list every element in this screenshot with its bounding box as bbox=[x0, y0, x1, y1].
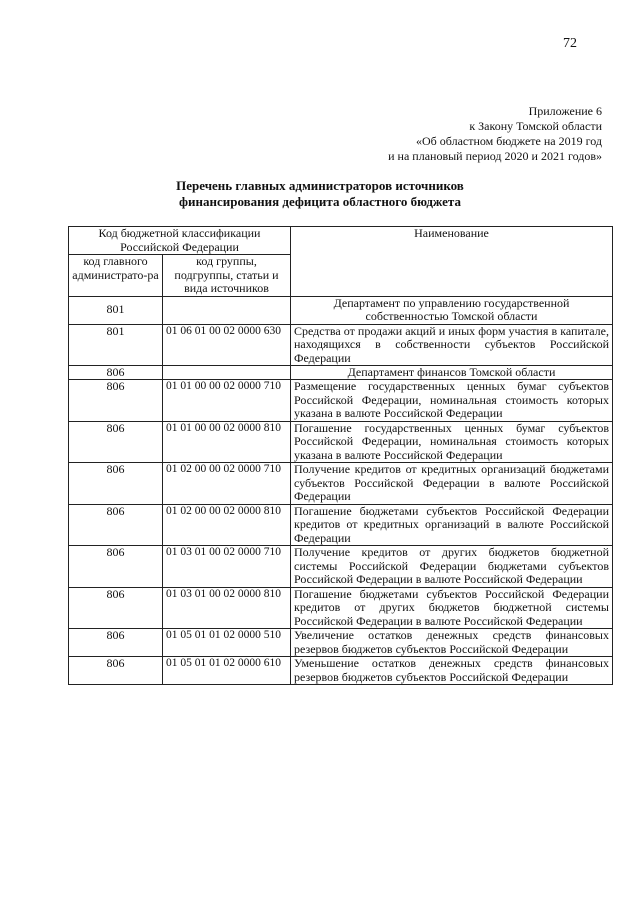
table-row-department bbox=[69, 366, 613, 380]
appendix-line: и на плановый период 2020 и 2021 годов» bbox=[388, 149, 602, 163]
admin-code-cell: 806 bbox=[69, 546, 163, 588]
department-name-cell: Департамент по управлению государственной собственностью Томской области bbox=[291, 296, 613, 324]
table-row-department bbox=[69, 296, 613, 324]
admin-code-cell: 806 bbox=[69, 421, 163, 463]
source-code-cell: 01 02 00 00 02 0000 710 bbox=[163, 463, 291, 505]
table-row bbox=[69, 463, 613, 505]
table-row bbox=[69, 629, 613, 657]
source-code-cell: 01 03 01 00 02 0000 710 bbox=[163, 546, 291, 588]
admin-code-cell: 806 bbox=[69, 657, 163, 685]
source-name-cell: Погашение бюджетами субъектов Российской Федерации кредитов от кредитных организаций в валюте Российской Федерации bbox=[291, 504, 613, 546]
appendix-line: «Об областном бюджете на 2019 год bbox=[416, 134, 602, 148]
table-row bbox=[69, 324, 613, 366]
admin-code-cell: 801 bbox=[69, 324, 163, 366]
admin-code-cell: 806 bbox=[69, 629, 163, 657]
source-code-cell: 01 06 01 00 02 0000 630 bbox=[163, 324, 291, 366]
department-name-cell: Департамент финансов Томской области bbox=[291, 366, 613, 380]
table-row bbox=[69, 546, 613, 588]
header-source-code: код группы, подгруппы, статьи и вида источников bbox=[163, 255, 291, 297]
appendix-line: к Закону Томской области bbox=[469, 119, 602, 133]
admin-code-cell: 806 bbox=[69, 587, 163, 629]
source-code-cell: 01 01 00 00 02 0000 710 bbox=[163, 380, 291, 422]
source-name-cell: Погашение бюджетами субъектов Российской Федерации кредитов от других бюджетов бюджетной системы Российской Федерации в валюте Российской Федерации bbox=[291, 587, 613, 629]
administrators-table bbox=[68, 226, 613, 685]
title-line-2: финансирования дефицита областного бюджета bbox=[179, 194, 461, 209]
header-classification-code: Код бюджетной классификации Российской Федерации bbox=[69, 227, 291, 255]
table-row bbox=[69, 657, 613, 685]
table-row bbox=[69, 421, 613, 463]
table-row bbox=[69, 380, 613, 422]
source-code-cell: 01 03 01 00 02 0000 810 bbox=[163, 587, 291, 629]
admin-code-cell: 806 bbox=[69, 380, 163, 422]
source-name-cell: Получение кредитов от других бюджетов бюджетной системы Российской Федерации бюджетами субъектов Российской Федерации в валюте Российской Федерации bbox=[291, 546, 613, 588]
appendix-reference bbox=[388, 104, 602, 164]
title-line-1: Перечень главных администраторов источников bbox=[176, 178, 464, 193]
source-name-cell: Средства от продажи акций и иных форм участия в капитале, находящихся в собственности субъектов Российской Федерации bbox=[291, 324, 613, 366]
source-name-cell: Увеличение остатков денежных средств финансовых резервов бюджетов субъектов Российской Федерации bbox=[291, 629, 613, 657]
source-name-cell: Погашение государственных ценных бумаг субъектов Российской Федерации, номинальная стоимость которых указана в валюте Российской Федерации bbox=[291, 421, 613, 463]
source-name-cell: Получение кредитов от кредитных организаций бюджетами субъектов Российской Федерации в валюте Российской Федерации bbox=[291, 463, 613, 505]
admin-code-cell: 806 bbox=[69, 366, 163, 380]
table-row bbox=[69, 587, 613, 629]
source-code-cell: 01 05 01 01 02 0000 610 bbox=[163, 657, 291, 685]
header-name: Наименование bbox=[291, 227, 613, 297]
admin-code-cell: 806 bbox=[69, 504, 163, 546]
source-code-cell: 01 02 00 00 02 0000 810 bbox=[163, 504, 291, 546]
source-name-cell: Размещение государственных ценных бумаг субъектов Российской Федерации, номинальная стоимость которых указана в валюте Российской Федерации bbox=[291, 380, 613, 422]
source-code-cell: 01 05 01 01 02 0000 510 bbox=[163, 629, 291, 657]
appendix-line: Приложение 6 bbox=[528, 104, 602, 118]
source-code-cell bbox=[163, 366, 291, 380]
header-admin-code: код главного администрато-ра bbox=[69, 255, 163, 297]
source-code-cell bbox=[163, 296, 291, 324]
document-title bbox=[0, 178, 640, 210]
source-code-cell: 01 01 00 00 02 0000 810 bbox=[163, 421, 291, 463]
table-row bbox=[69, 504, 613, 546]
admin-code-cell: 806 bbox=[69, 463, 163, 505]
page-number: 72 bbox=[563, 36, 577, 51]
source-name-cell: Уменьшение остатков денежных средств финансовых резервов бюджетов субъектов Российской Федерации bbox=[291, 657, 613, 685]
admin-code-cell: 801 bbox=[69, 296, 163, 324]
